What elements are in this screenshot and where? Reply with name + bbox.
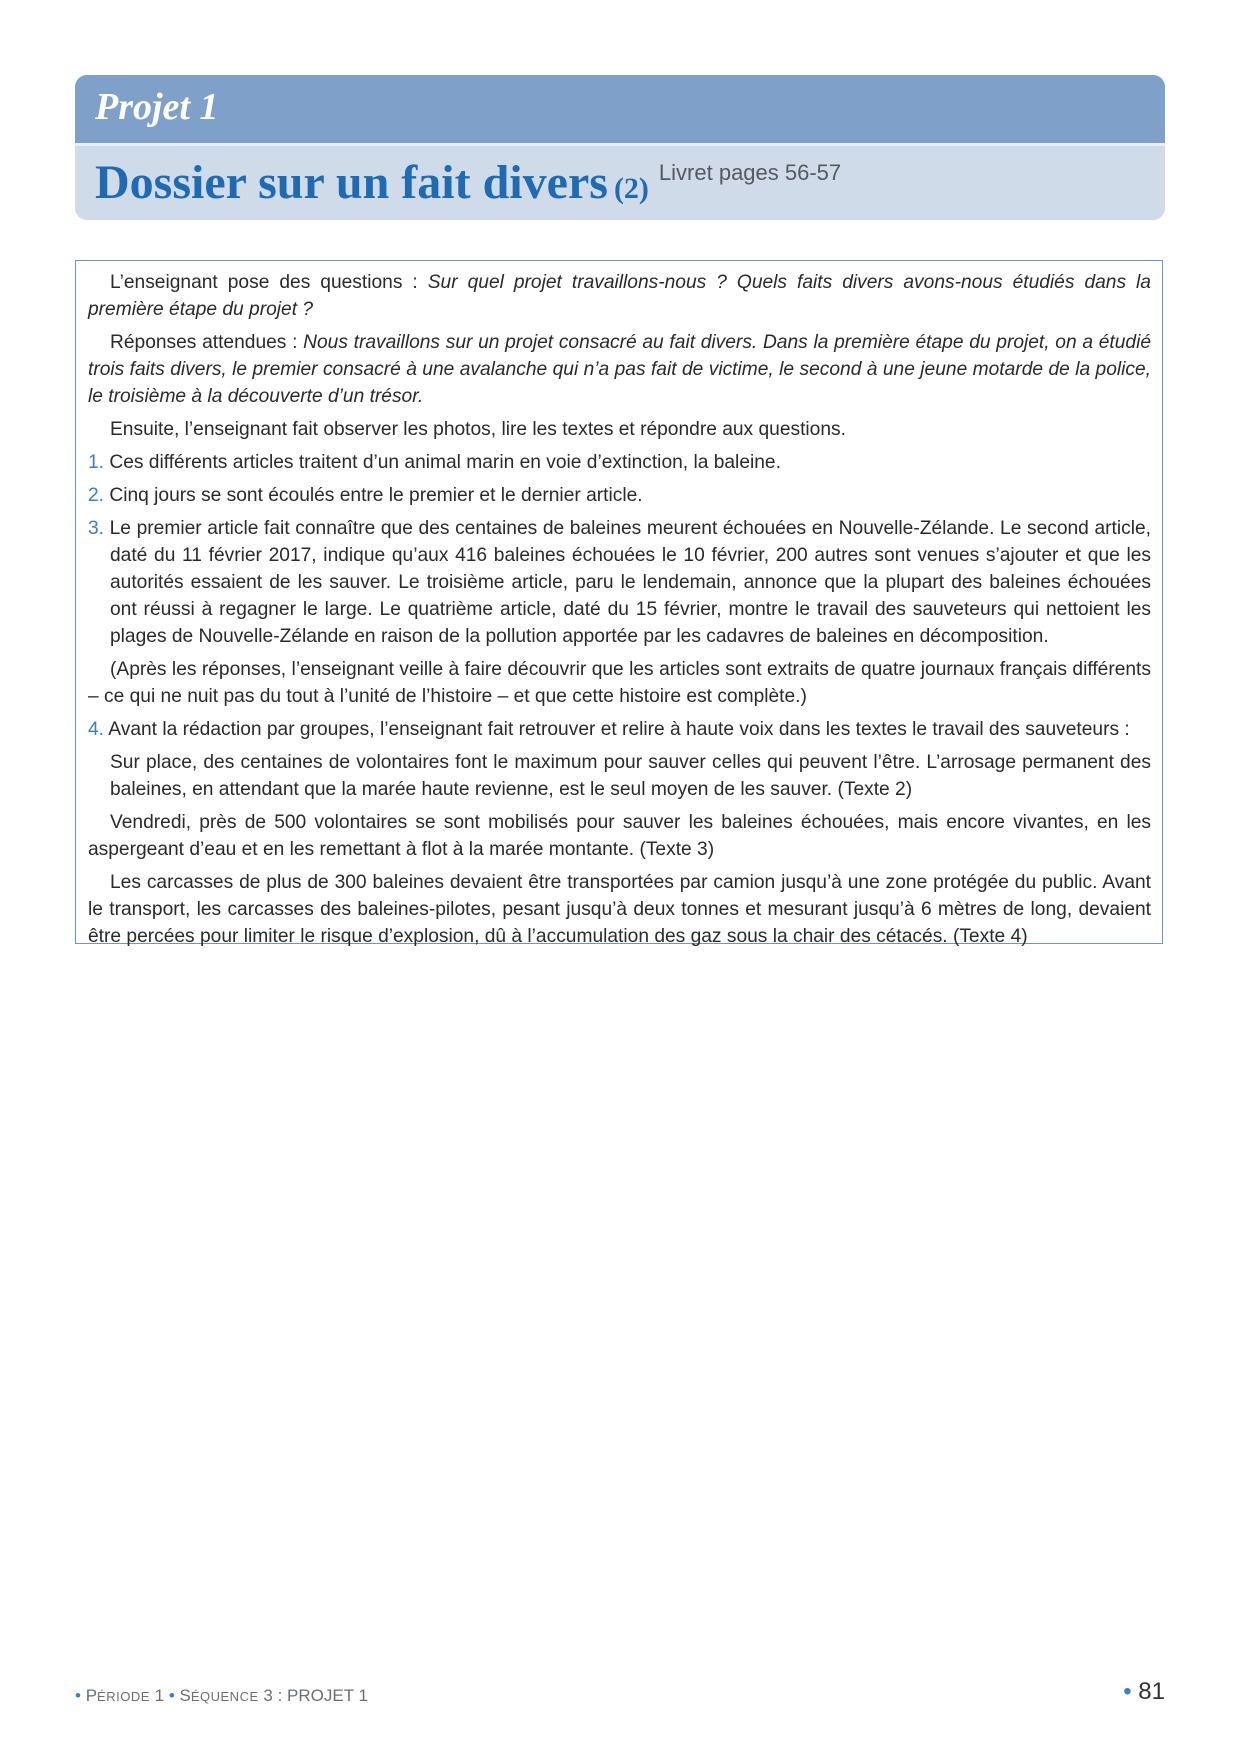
item-number: 3.: [88, 518, 105, 539]
sequence-initial: S: [179, 1686, 191, 1705]
list-item: [88, 482, 1151, 509]
paragraph-note: (Après les réponses, l’enseignant veille à faire découvrir que les articles sont extraits de quatre journaux français différents – ce qui ne nuit pas du tout à l’unité de l’histoire – et que cette histoire est complète.): [88, 659, 1151, 707]
paragraph-answers: [88, 329, 1151, 410]
item-text: Avant la rédaction par groupes, l’enseignant fait retrouver et relire à haute voix dans les textes le travail des sauveteurs :: [108, 719, 1130, 740]
title-row: [95, 155, 841, 210]
questions-text: Sur quel projet travaillons-nous ? Quels faits divers avons-nous étudiés dans la première étape du projet ?: [88, 272, 1151, 320]
sequence-number: 3: [263, 1686, 273, 1705]
questions-intro: L’enseignant pose des questions :: [110, 272, 428, 293]
page-title: Dossier sur un fait divers: [95, 156, 608, 209]
quote-texte-4: Les carcasses de plus de 300 baleines devaient être transportées par camion jusqu’à une zone protégée du public. Avant le transport, les carcasses des baleines-pilotes, pesant jusqu’à deux tonnes et mesurant jusqu’à 6 mètres de long, devaient être percées pour limiter le risque d’explosion, dû à l’accumulation des gaz sous la chair des cétacés. (Texte 4): [88, 872, 1151, 947]
paragraph-questions: [88, 269, 1151, 323]
answers-text: Nous travaillons sur un projet consacré au fait divers. Dans la première étape du projet, on a étudié trois faits divers, le premier consacré à une avalanche qui n’a pas fait de victime, le second à une jeune motarde de la police, le troisième à la découverte d’un trésor.: [88, 332, 1152, 407]
project-ref: : PROJET 1: [277, 1686, 368, 1705]
period-number: 1: [154, 1686, 165, 1705]
bullet-icon: •: [1123, 1678, 1132, 1705]
item-number: 4.: [88, 719, 105, 740]
item-number: 1.: [88, 452, 105, 473]
item-text: Cinq jours se sont écoulés entre le premier et le dernier article.: [109, 485, 643, 506]
quote-texte-3: Vendredi, près de 500 volontaires se sont mobilisés pour sauver les baleines échouées, mais encore vivantes, en les aspergeant d’eau et en les remettant à flot à la marée montante. (Texte 3): [88, 812, 1151, 860]
item-text: Ces différents articles traitent d’un animal marin en voie d’extinction, la baleine.: [109, 452, 781, 473]
period-initial: P: [85, 1686, 98, 1705]
content-box: [75, 260, 1163, 947]
project-label: Projet 1: [95, 86, 219, 128]
item-number: 2.: [88, 485, 105, 506]
paragraph-instructions: Ensuite, l’enseignant fait observer les photos, lire les textes et répondre aux questions.: [110, 419, 846, 440]
bullet-icon: •: [75, 1686, 81, 1705]
booklet-reference: Livret pages 56-57: [658, 160, 842, 185]
list-item: [88, 515, 1151, 650]
page-number-block: [1123, 1678, 1165, 1706]
quote-texte-2: Sur place, des centaines de volontaires font le maximum pour sauver celles qui peuvent l’être. L’arrosage permanent des baleines, en attendant que la marée haute revienne, est le seul moyen de les sauver. (Texte 2): [110, 752, 1151, 800]
footer-breadcrumb: [75, 1686, 368, 1706]
answers-intro: Réponses attendues :: [110, 332, 304, 353]
header-band: [75, 75, 1165, 143]
page-header: [75, 75, 1165, 220]
list-item: [88, 716, 1151, 743]
bullet-icon: •: [168, 1686, 175, 1705]
sequence-rest: ÉQUENCE: [190, 1689, 259, 1704]
title-number: (2): [613, 172, 649, 205]
period-rest: ÉRIODE: [97, 1689, 150, 1704]
page-number: 81: [1138, 1678, 1165, 1705]
item-text: Le premier article fait connaître que des centaines de baleines meurent échouées en Nouvelle-Zélande. Le second article, daté du 11 février 2017, indique qu’aux 416 baleines échouées le 10 février, 200 autres sont venues s’ajouter et que les autorités essaient de les sauver. Le troisième article, paru le lendemain, annonce que la plupart des baleines échouées ont réussi à regagner le large. Le quatrième article, daté du 15 février, montre le travail des sauveteurs qui nettoient les plages de Nouvelle-Zélande en raison de la pollution apportée par les cadavres de baleines en décomposition.: [109, 518, 1151, 647]
list-item: [88, 449, 1151, 476]
